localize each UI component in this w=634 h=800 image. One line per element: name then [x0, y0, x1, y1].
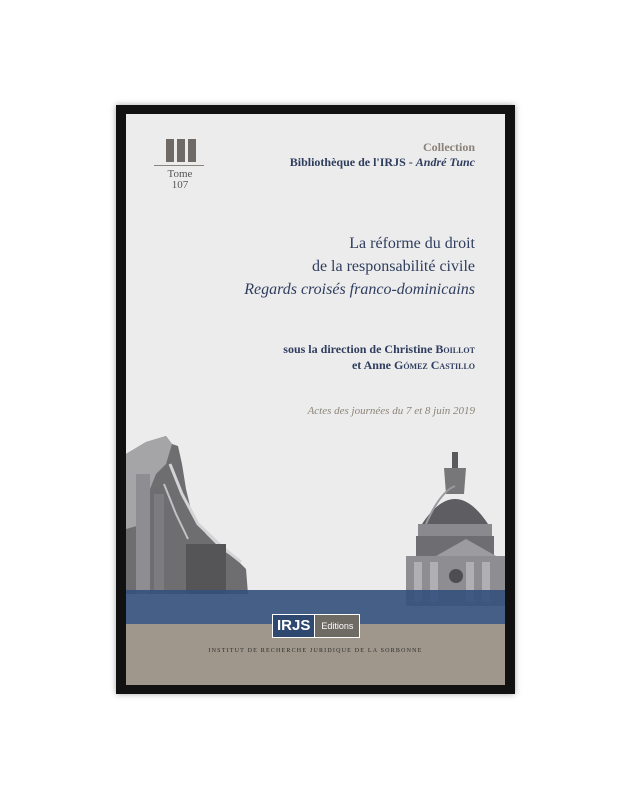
- tome-icon: [166, 139, 196, 162]
- editor-line-2: [283, 357, 475, 373]
- proceedings-note: Actes des journées du 7 et 8 juin 2019: [307, 405, 475, 417]
- editor-1-prefix: sous la direction de Christine: [283, 342, 436, 356]
- sorbonne-building-image: [126, 434, 505, 614]
- editor-1-surname: Boillot: [435, 342, 475, 356]
- editor-2-prefix: et Anne: [351, 358, 394, 372]
- editor-2-surname: Gómez Castillo: [393, 358, 475, 372]
- logo-editions: Editions: [315, 614, 360, 638]
- collection-name-italic: André Tunc: [415, 155, 475, 169]
- title-line-1: La réforme du droit: [349, 235, 475, 252]
- irjs-editions-logo: [272, 614, 360, 638]
- collection-block: [290, 140, 475, 170]
- collection-name-main: Bibliothèque de l'IRJS -: [289, 155, 416, 169]
- editors-block: [283, 341, 475, 373]
- book-subtitle: Regards croisés franco-dominicains: [244, 281, 475, 298]
- collection-name: [290, 155, 475, 170]
- collection-label: Collection: [423, 140, 475, 154]
- title-line-2: de la responsabilité civile: [311, 258, 475, 275]
- tome-word: Tome: [167, 168, 193, 180]
- book-cover: [126, 114, 505, 685]
- tome-number: 107: [171, 179, 189, 191]
- tome-divider: [154, 165, 204, 166]
- tome-label: [156, 169, 204, 191]
- editor-line-1: [283, 341, 475, 357]
- book-frame: [116, 105, 515, 694]
- book-title: [244, 232, 475, 301]
- logo-irjs: IRJS: [272, 614, 315, 638]
- institute-name: INSTITUT DE RECHERCHE JURIDIQUE DE LA SORBONNE: [208, 648, 423, 654]
